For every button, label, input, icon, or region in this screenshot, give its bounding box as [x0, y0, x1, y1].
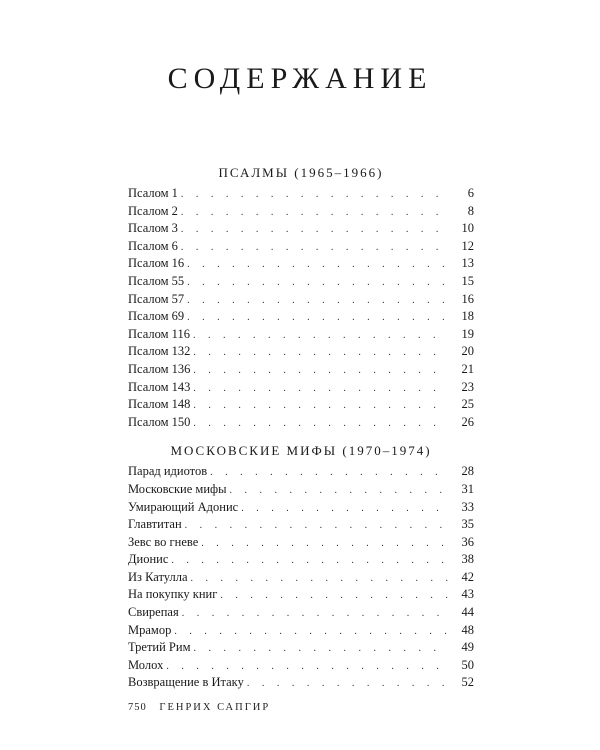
entry-page-number: 12 [461, 238, 474, 253]
dot-leader [187, 292, 448, 310]
entry-page-number: 38 [461, 552, 474, 567]
entry-title: На покупку книг [128, 587, 218, 602]
entry-page-number: 6 [467, 186, 474, 200]
dot-leader [181, 221, 448, 239]
toc-entry[interactable] [128, 586, 474, 604]
toc-entry[interactable] [128, 396, 474, 414]
footer-page-number: 750 [128, 702, 147, 713]
entry-title: Псалом 136 [128, 361, 191, 376]
toc-entry[interactable] [128, 326, 474, 344]
toc-entry[interactable] [128, 569, 474, 587]
entry-title: Псалом 143 [128, 379, 191, 394]
entry-title: Псалом 3 [128, 221, 178, 236]
toc-entry[interactable] [128, 291, 474, 309]
entry-title: Псалом 57 [128, 291, 185, 306]
entry-title: Парад идиотов [128, 464, 208, 479]
toc-entry[interactable] [128, 463, 474, 481]
entry-page-number: 43 [461, 587, 474, 602]
dot-leader [182, 605, 448, 623]
dot-leader [185, 517, 448, 535]
toc-entry[interactable] [128, 481, 474, 499]
toc-entry[interactable] [128, 238, 474, 256]
dot-leader [187, 256, 448, 274]
entry-title: Псалом 148 [128, 397, 191, 412]
toc-entry[interactable] [128, 255, 474, 273]
entry-title: Псалом 1 [128, 186, 178, 200]
toc-entry[interactable] [128, 551, 474, 569]
entry-page-number: 35 [461, 517, 474, 532]
entry-page-number: 26 [461, 414, 474, 429]
dot-leader [201, 535, 448, 553]
entry-page-number: 48 [461, 622, 474, 637]
dot-leader [193, 362, 448, 380]
entry-page-number: 42 [461, 569, 474, 584]
toc-entry[interactable] [128, 516, 474, 534]
dot-leader [166, 658, 448, 676]
toc-entry[interactable] [128, 657, 474, 675]
entry-page-number: 33 [461, 499, 474, 514]
entry-page-number: 20 [461, 344, 474, 359]
section-heading: ПСАЛМЫ (1965–1966) [218, 165, 384, 180]
entry-title: Псалом 116 [128, 326, 190, 341]
dot-leader [171, 552, 448, 570]
table-of-contents [128, 164, 474, 692]
entry-title: Умирающий Адонис [128, 499, 239, 514]
entry-title: Дионис [128, 552, 169, 567]
toc-entry[interactable] [128, 639, 474, 657]
toc-entry[interactable] [128, 499, 474, 517]
toc-entry[interactable] [128, 273, 474, 291]
page-footer [128, 702, 270, 713]
dot-leader [181, 239, 448, 257]
entry-title: Третий Рим [128, 640, 191, 655]
entry-title: Мрамор [128, 622, 172, 637]
entry-page-number: 25 [461, 397, 474, 412]
section-heading: МОСКОВСКИЕ МИФЫ (1970–1974) [170, 443, 432, 459]
toc-entry[interactable] [128, 308, 474, 326]
dot-leader [247, 675, 448, 693]
entry-page-number: 18 [461, 309, 474, 324]
entry-page-number: 28 [461, 464, 474, 479]
dot-leader [174, 623, 448, 641]
dot-leader [187, 274, 448, 292]
entry-title: Псалом 2 [128, 203, 178, 218]
entry-page-number: 52 [461, 675, 474, 690]
toc-entry[interactable] [128, 604, 474, 622]
dot-leader [187, 309, 448, 327]
entry-page-number: 13 [461, 256, 474, 271]
toc-entry[interactable] [128, 622, 474, 640]
entry-page-number: 36 [461, 534, 474, 549]
entry-page-number: 15 [461, 273, 474, 288]
toc-entry[interactable] [128, 674, 474, 692]
dot-leader [241, 500, 448, 518]
page-title: СОДЕРЖАНИЕ [167, 62, 433, 95]
entry-title: Из Катулла [128, 569, 188, 584]
toc-entry[interactable] [128, 343, 474, 361]
dot-leader [193, 327, 448, 345]
toc-entry[interactable] [128, 414, 474, 432]
toc-entry[interactable] [128, 185, 474, 203]
entry-title: Псалом 16 [128, 256, 185, 271]
entry-title: Главтитан [128, 517, 182, 532]
entry-title: Зевс во гневе [128, 534, 199, 549]
dot-leader [193, 344, 448, 362]
toc-entry[interactable] [128, 379, 474, 397]
entry-title: Псалом 55 [128, 273, 185, 288]
dot-leader [191, 570, 448, 588]
toc-entry[interactable] [128, 534, 474, 552]
dot-leader [230, 482, 448, 500]
dot-leader [193, 415, 448, 433]
entry-page-number: 16 [461, 291, 474, 306]
entry-page-number: 44 [461, 605, 474, 620]
entry-page-number: 31 [461, 481, 474, 496]
dot-leader [193, 397, 448, 415]
entry-page-number: 8 [467, 203, 474, 218]
dot-leader [181, 186, 448, 204]
dot-leader [193, 640, 448, 658]
entry-title: Московские мифы [128, 481, 227, 496]
dot-leader [181, 204, 448, 222]
entry-title: Свирепая [128, 605, 179, 620]
entry-title: Молох [128, 657, 164, 672]
footer-author: ГЕНРИХ САПГИР [159, 702, 271, 713]
entry-title: Возвращение в Итаку [128, 675, 244, 690]
dot-leader [210, 464, 448, 482]
entry-title: Псалом 132 [128, 344, 191, 359]
toc-section [128, 164, 474, 431]
entry-title: Псалом 150 [128, 414, 191, 429]
entry-page-number: 19 [461, 326, 474, 341]
entry-page-number: 23 [461, 379, 474, 394]
entry-page-number: 49 [461, 640, 474, 655]
dot-leader [220, 587, 448, 605]
toc-entry[interactable] [128, 361, 474, 379]
toc-entry[interactable] [128, 220, 474, 238]
entry-title: Псалом 6 [128, 238, 178, 253]
entry-title: Псалом 69 [128, 309, 185, 324]
entry-page-number: 10 [461, 221, 474, 236]
toc-entry[interactable] [128, 203, 474, 221]
entry-page-number: 50 [461, 657, 474, 672]
entry-page-number: 21 [461, 361, 474, 376]
dot-leader [193, 380, 448, 398]
toc-section [128, 442, 474, 692]
